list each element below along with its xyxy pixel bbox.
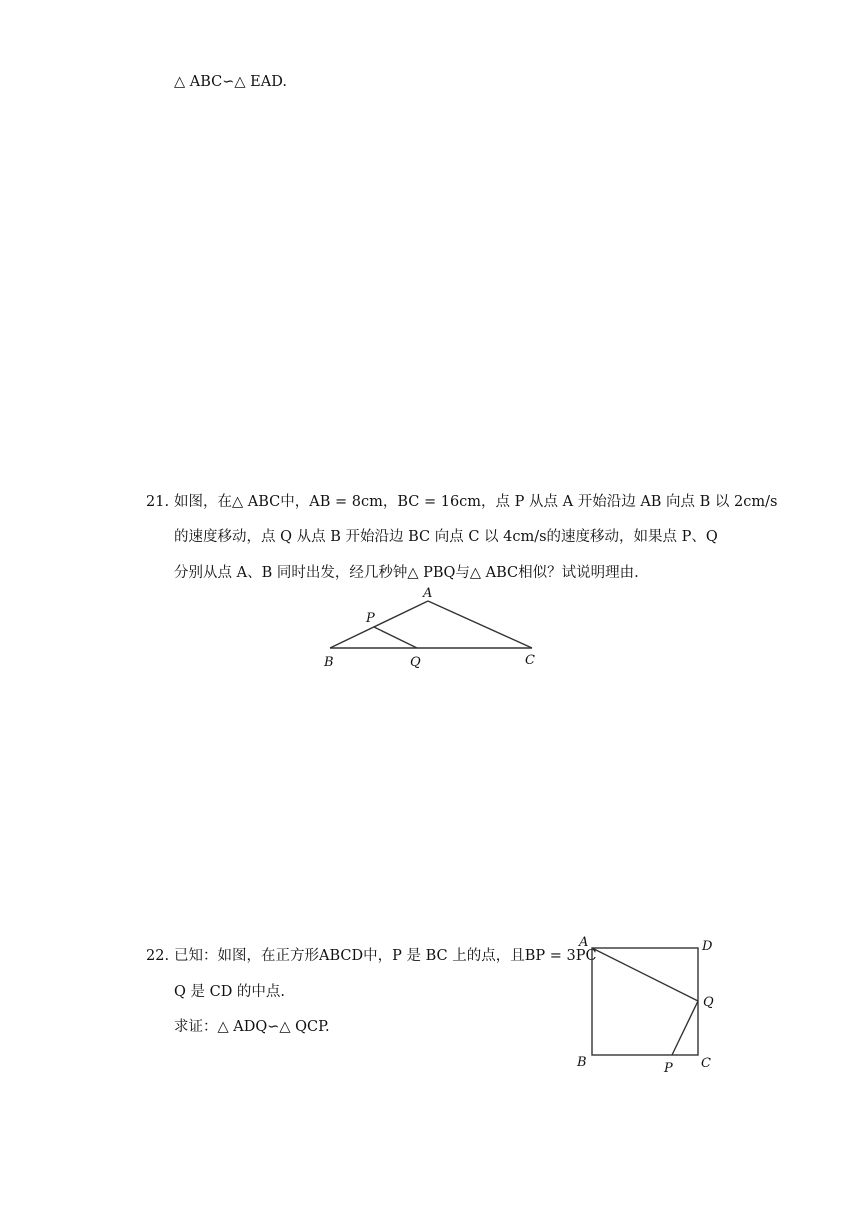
label-c: C: [701, 1056, 711, 1071]
question-text-line: 分别从点 A、B 同时出发，经几秒钟△ PBQ与△ ABC相似？试说明理由.: [174, 565, 639, 581]
question-text-line: 的速度移动，点 Q 从点 B 开始沿边 BC 向点 C 以 4cm/s的速度移动，如果点 P、Q: [174, 529, 718, 545]
question-text-line: 求证：△ ADQ∽△ QCP.: [174, 1019, 330, 1035]
question-text-line: Q 是 CD 的中点.: [174, 984, 286, 1000]
label-b: B: [324, 655, 334, 670]
label-q: Q: [703, 995, 714, 1010]
question-number: 21.: [146, 494, 170, 510]
label-q: Q: [410, 655, 421, 670]
label-b: B: [577, 1055, 587, 1070]
previous-problem-conclusion: △ ABC∽△ EAD.: [174, 74, 287, 90]
square-abcd: [592, 948, 698, 1055]
label-p: P: [664, 1061, 673, 1076]
segment-qp: [672, 1001, 698, 1055]
question-text-line: 如图，在△ ABC中，AB = 8cm，BC = 16cm，点 P 从点 A 开始沿边 AB 向点 B 以 2cm/s: [174, 494, 778, 510]
question-number: 22.: [146, 948, 170, 964]
label-a: A: [423, 586, 433, 601]
question-text-line: 已知：如图，在正方形ABCD中，P 是 BC 上的点，且BP = 3PC: [174, 948, 597, 964]
label-d: D: [702, 939, 713, 954]
label-c: C: [525, 653, 535, 668]
segment-aq: [592, 948, 698, 1001]
label-a: A: [579, 935, 589, 950]
label-p: P: [366, 611, 375, 626]
